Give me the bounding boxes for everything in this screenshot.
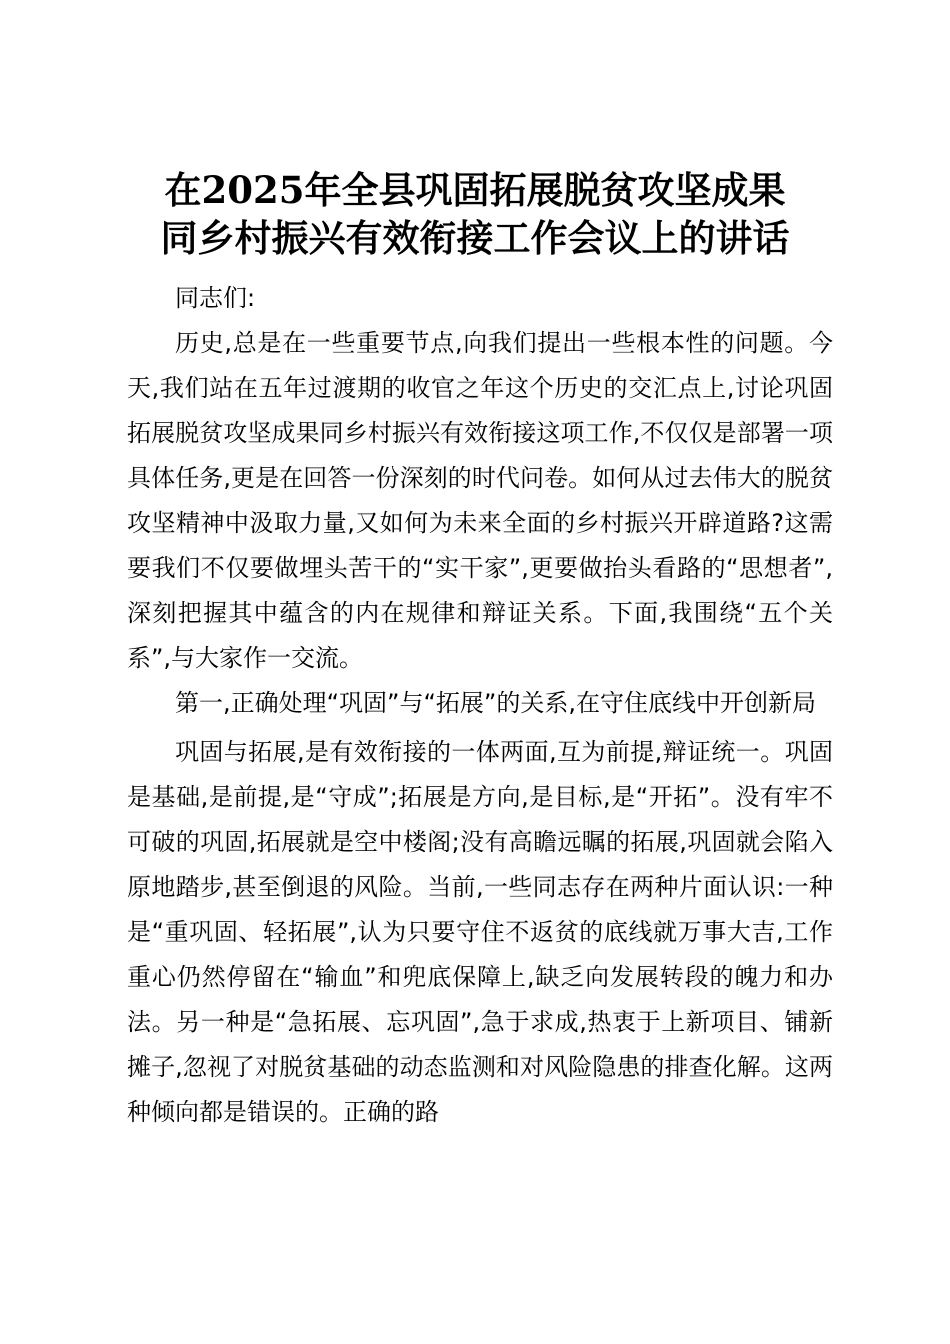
section-heading-1: 第一,正确处理“巩固”与“拓展”的关系,在守住底线中开创新局: [175, 689, 816, 717]
paragraph-intro: 历史,总是在一些重要节点,向我们提出一些根本性的问题。今天,我们站在五年过渡期的收官之年这个历史的交汇点上,讨论巩固拓展脱贫攻坚成果同乡村振兴有效衔接这项工作,不仅仅是部署一项具体任务,更是在回答一份深刻的时代问卷。如何从过去伟大的脱贫攻坚精神中汲取力量,又如何为未来全面的乡村振兴开辟道路?这需要我们不仅要做埋头苦干的“实干家”,更要做抬头看路的“思想者”,深刻把握其中蕴含的内在规律和辩证关系。下面,我围绕“五个关系”,与大家作一交流。: [127, 329, 833, 672]
paragraph-section-1: 巩固与拓展,是有效衔接的一体两面,互为前提,辩证统一。巩固是基础,是前提,是“守成”;拓展是方向,是目标,是“开拓”。没有牢不可破的巩固,拓展就是空中楼阁;没有高瞻远瞩的拓展,巩固就会陷入原地踏步,甚至倒退的风险。当前,一些同志存在两种片面认识:一种是“重巩固、轻拓展”,认为只要守住不返贫的底线就万事大吉,工作重心仍然停留在“输血”和兜底保障上,缺乏向发展转段的魄力和办法。另一种是“急拓展、忘巩固”,急于求成,热衷于上新项目、铺新摊子,忽视了对脱贫基础的动态监测和对风险隐患的排查化解。这两种倾向都是错误的。正确的路: [127, 738, 833, 1126]
document-title: [120, 166, 830, 262]
salutation: 同志们:: [175, 284, 256, 312]
title-line-2: 同乡村振兴有效衔接工作会议上的讲话: [160, 216, 790, 260]
title-line-1: 在2025年全县巩固拓展脱贫攻坚成果: [164, 168, 786, 212]
document-body: [127, 276, 833, 1135]
